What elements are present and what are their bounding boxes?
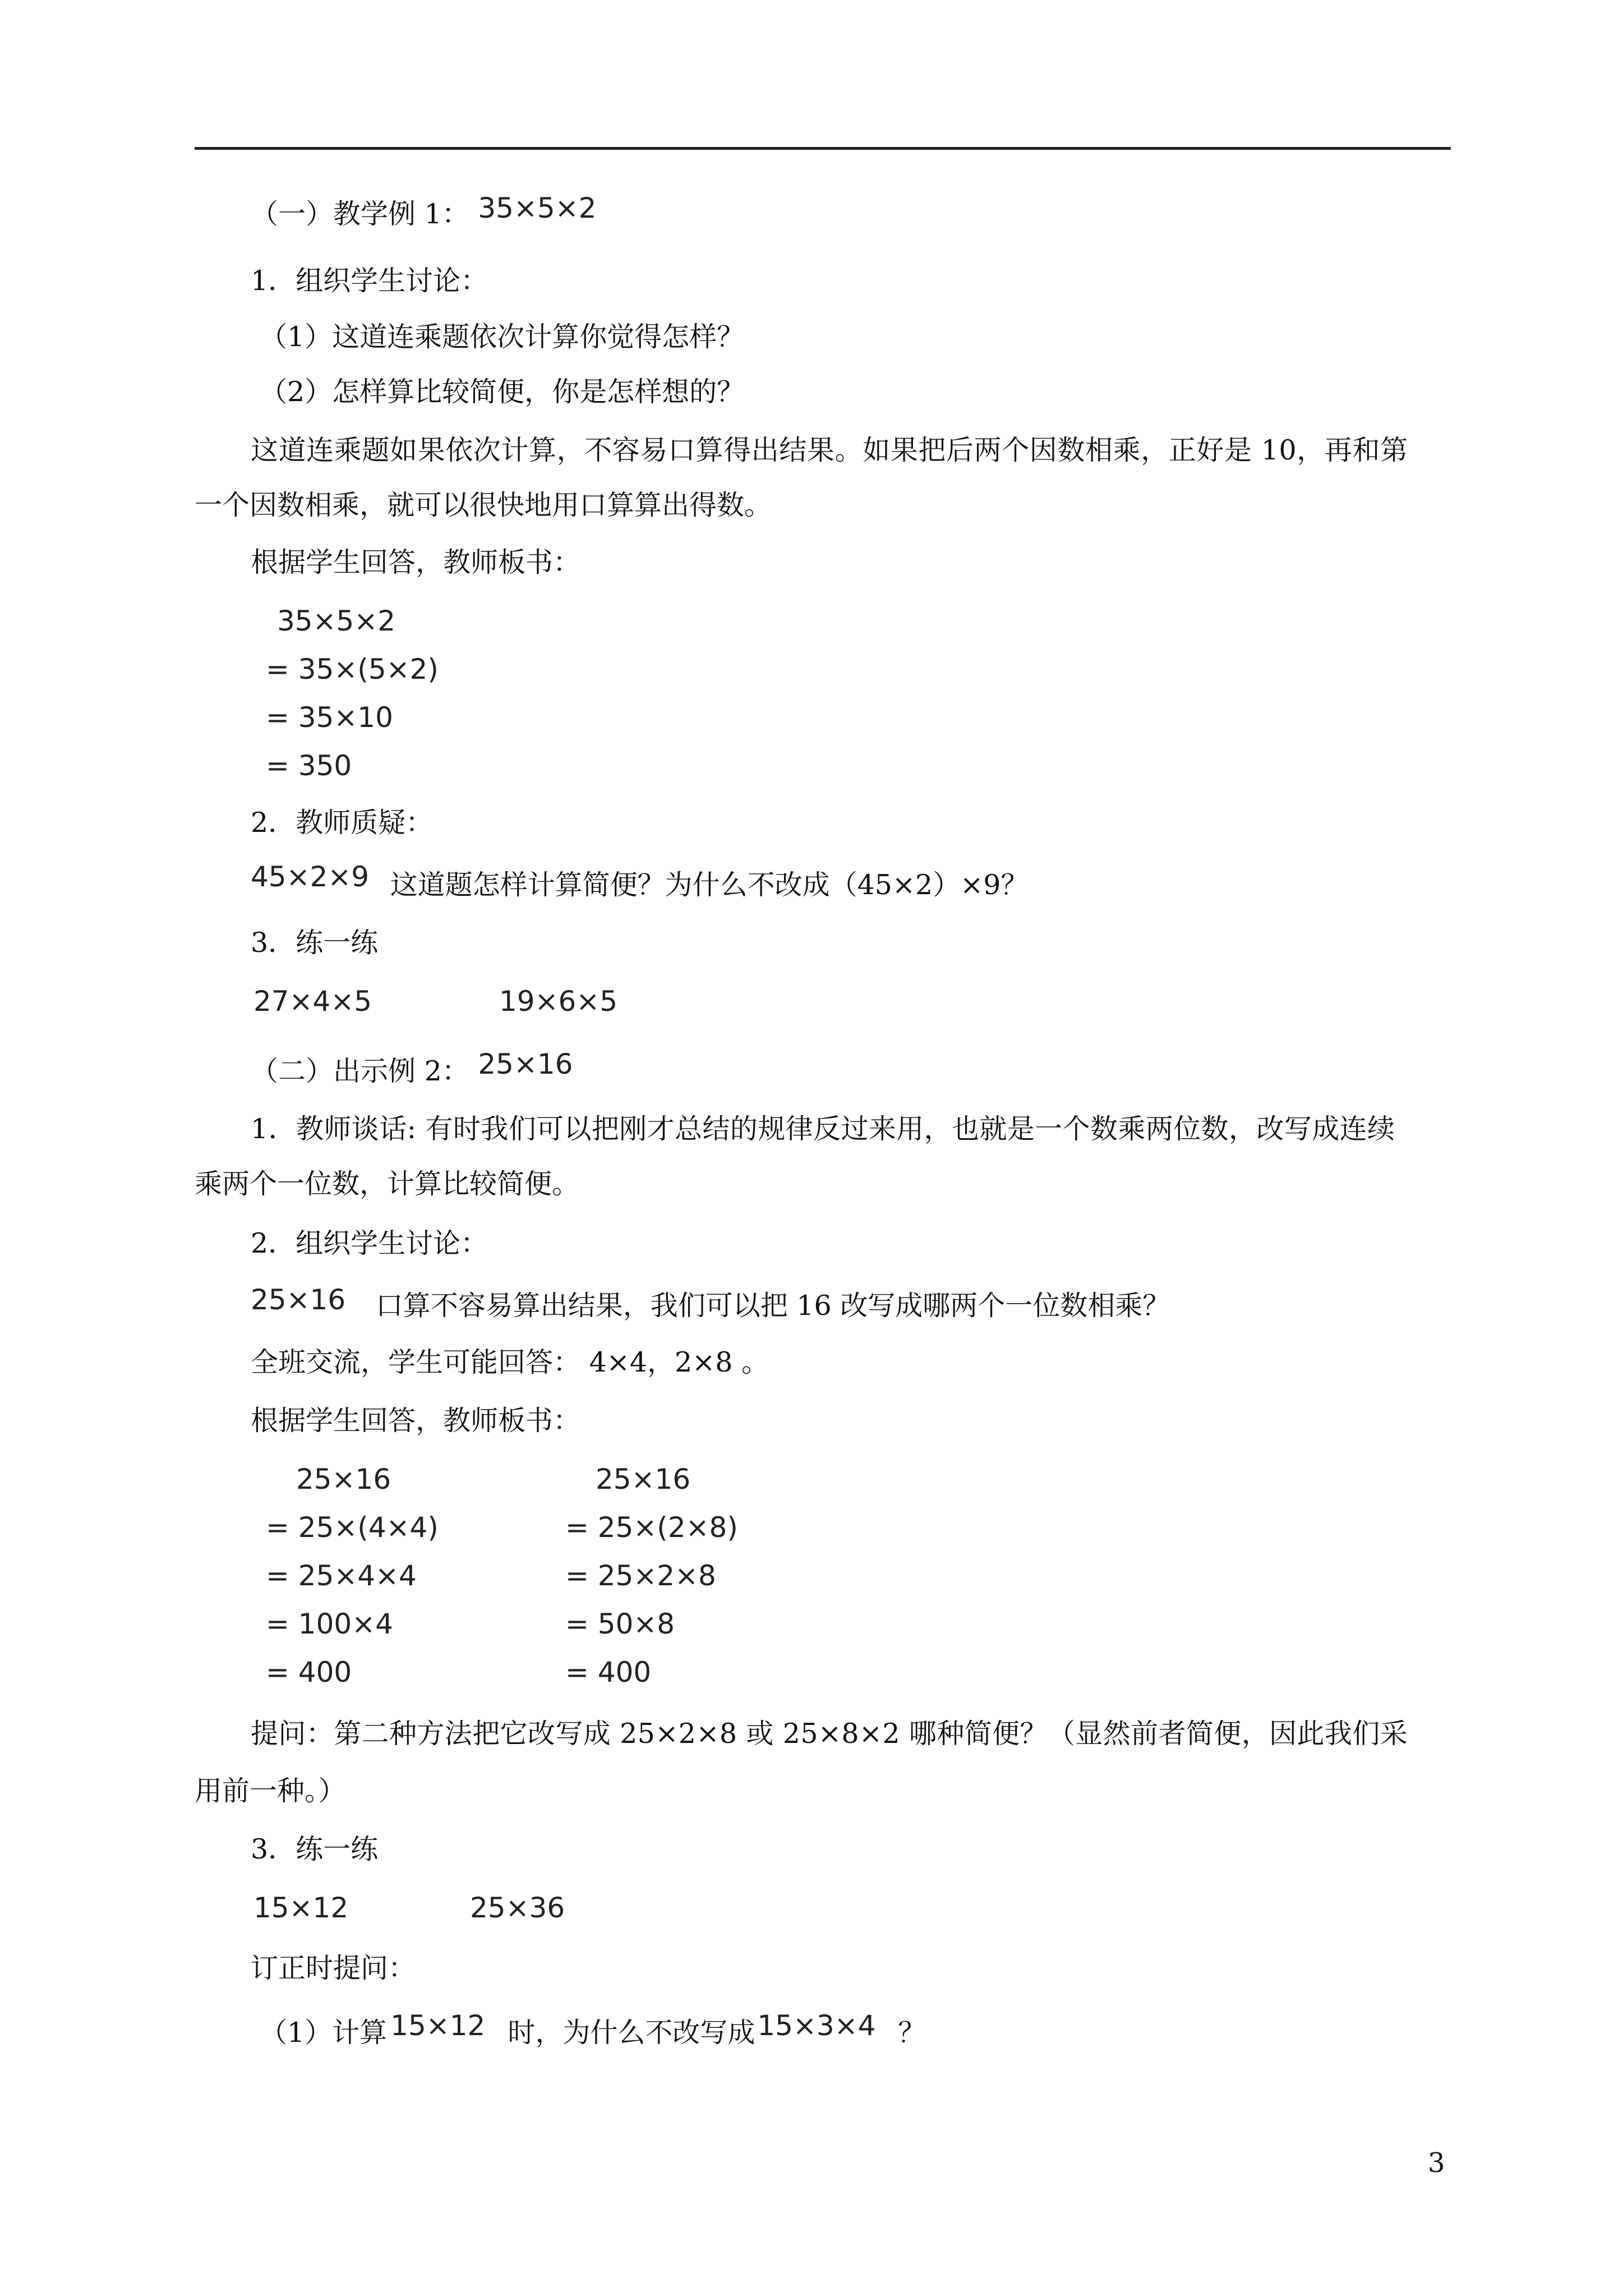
section1-board-line-4: = 350 xyxy=(266,749,352,782)
last-question-middle: 时，为什么不改写成 xyxy=(508,2017,755,2049)
section2-step3: 3．练一练 xyxy=(251,1833,379,1865)
section2-board-right-line-4: = 50×8 xyxy=(565,1608,675,1640)
last-question-expr-2: 15×3×4 xyxy=(757,2009,876,2042)
section2-board-right-line-2: = 25×(2×8) xyxy=(565,1511,738,1544)
section2-step1-line-2: 乘两个一位数，计算比较简便。 xyxy=(195,1168,580,1200)
section2-step1-line-1: 1．教师谈话: 有时我们可以把刚才总结的规律反过来用，也就是一个数乘两位数，改写成连续 xyxy=(251,1113,1395,1145)
section2-board-left-line-4: = 100×4 xyxy=(266,1608,393,1640)
section2-board-left-line-2: = 25×(4×4) xyxy=(266,1511,439,1544)
section2-correct-intro: 订正时提问： xyxy=(251,1952,416,1984)
section2-discuss xyxy=(251,1283,1170,1324)
section1-query xyxy=(251,861,1029,904)
section1-question-2: （2）怎样算比较简便，你是怎样想的？ xyxy=(260,376,745,408)
section1-title-expr: 35×5×2 xyxy=(478,192,597,224)
section2-title xyxy=(251,1048,573,1090)
section2-board-right-line-1: 25×16 xyxy=(596,1463,691,1496)
header-rule xyxy=(195,147,1451,150)
section1-title-text: （一）教学例 1： xyxy=(251,198,469,230)
section1-step3: 3．练一练 xyxy=(251,927,379,959)
section2-practice-2: 25×36 xyxy=(470,1892,565,1924)
section2-exchange: 全班交流，学生可能回答： 4×4，2×8 。 xyxy=(251,1346,769,1378)
section1-practice-1: 27×4×5 xyxy=(253,985,372,1018)
section2-ask-line-2: 用前一种。） xyxy=(195,1775,346,1807)
last-question-expr-1: 15×12 xyxy=(390,2009,486,2042)
section1-step2: 2．教师质疑： xyxy=(251,807,434,839)
page-number: 3 xyxy=(1428,2147,1445,2179)
section2-board-right-line-3: = 25×2×8 xyxy=(565,1559,716,1592)
section2-discuss-text: 口算不容易算出结果，我们可以把 16 改写成哪两个一位数相乘？ xyxy=(375,1290,1170,1322)
section1-query-text: 这道题怎样计算简便？为什么不改成（45×2）×9？ xyxy=(390,869,1029,901)
section2-title-expr: 25×16 xyxy=(478,1048,573,1080)
section2-board-left-line-3: = 25×4×4 xyxy=(266,1559,417,1592)
section2-last-question xyxy=(260,2009,926,2051)
section1-board-line-2: = 35×(5×2) xyxy=(266,653,439,685)
section1-practice-2: 19×6×5 xyxy=(499,985,618,1018)
section2-board-intro: 根据学生回答，教师板书： xyxy=(251,1405,581,1437)
section1-board-intro: 根据学生回答，教师板书： xyxy=(251,546,581,578)
section1-board-line-1: 35×5×2 xyxy=(277,605,396,637)
section1-paragraph-line-1: 这道连乘题如果依次计算，不容易口算得出结果。如果把后两个因数相乘，正好是 10，再和第 xyxy=(251,434,1408,466)
section2-practice-1: 15×12 xyxy=(253,1892,349,1924)
section2-ask-line-1: 提问：第二种方法把它改写成 25×2×8 或 25×8×2 哪种简便？（显然前者简便，因此我们采 xyxy=(251,1718,1408,1750)
section1-board-line-3: = 35×10 xyxy=(266,701,393,734)
section2-discuss-expr: 25×16 xyxy=(251,1283,346,1316)
section2-board-left-line-5: = 400 xyxy=(266,1656,352,1688)
last-question-prefix: （1）计算 xyxy=(260,2017,388,2049)
section1-step1: 1．组织学生讨论： xyxy=(251,265,488,297)
section1-question-1: （1）这道连乘题依次计算你觉得怎样？ xyxy=(260,321,745,353)
section1-title xyxy=(251,192,597,233)
section2-step2: 2．组织学生讨论： xyxy=(251,1227,488,1259)
section2-board-right-line-5: = 400 xyxy=(565,1656,652,1688)
last-question-end: ？ xyxy=(898,2017,926,2049)
section2-board-left-line-1: 25×16 xyxy=(296,1463,391,1496)
section1-paragraph-line-2: 一个因数相乘，就可以很快地用口算算出得数。 xyxy=(195,489,772,521)
section2-title-text: （二）出示例 2： xyxy=(251,1055,469,1087)
section1-query-expr: 45×2×9 xyxy=(251,861,370,893)
